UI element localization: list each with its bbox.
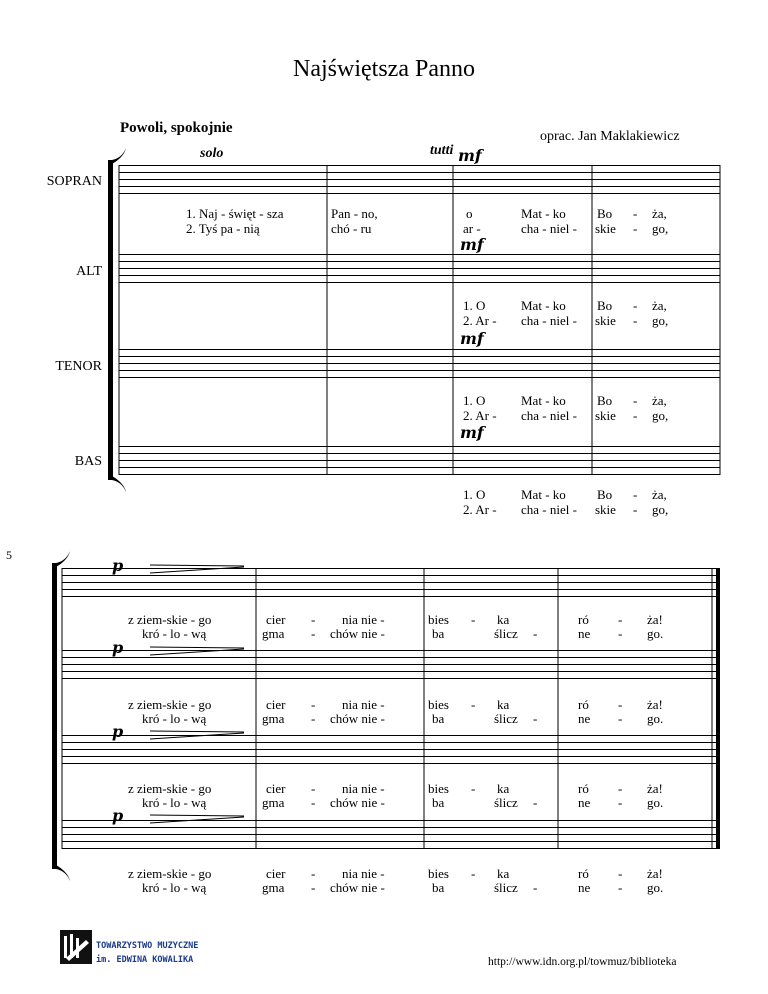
lyric-s2-tenor-v2-10: go. — [647, 795, 664, 810]
publisher-name: TOWARZYSTWO MUZYCZNE — [96, 941, 199, 951]
lyric-s2-alt-v1-8: ró — [578, 697, 589, 712]
lyric-s2-tenor-v2-9: - — [618, 795, 623, 810]
tutti-direction: tutti — [430, 143, 454, 158]
lyric-s2-bas-v2-4: chów nie - — [330, 880, 385, 895]
lyric-bas-v2-2: cha - niel - — [521, 502, 577, 517]
lyric-s1-sop-v1-6: - — [633, 206, 638, 221]
lyric-s2-bas-v1-10: ża! — [647, 866, 663, 881]
lyric-s2-sop-v1-8: ró — [578, 612, 589, 627]
lyric-s2-bas-v2-9: - — [618, 880, 623, 895]
lyric-s2-alt-v2-4: chów nie - — [330, 711, 385, 726]
lyric-s2-bas-v2-3: - — [311, 880, 316, 895]
lyric-s1-sop-v2-6: - — [633, 221, 638, 236]
lyric-bas-v1-1: 1. O — [463, 487, 486, 502]
lyric-s2-alt-v2-7: - — [533, 711, 538, 726]
lyric-s2-alt-v2-3: - — [311, 711, 316, 726]
lyric-s2-bas-v1-7: ka — [497, 866, 510, 881]
lyric-s2-sop-v1-7: ka — [497, 612, 510, 627]
lyric-s2-tenor-v2-7: - — [533, 795, 538, 810]
lyric-tenor-v1-1: 1. O — [463, 393, 486, 408]
dynamic-mf-alt: mf — [460, 235, 484, 254]
lyric-s2-bas-v1-6: - — [471, 866, 476, 881]
lyric-bas-v1-4: - — [633, 487, 638, 502]
lyric-alt-v1-5: ża, — [652, 298, 667, 313]
lyric-s2-alt-v1-4: nia nie - — [342, 697, 385, 712]
lyric-s2-sop-v1-2: cier — [266, 612, 286, 627]
lyric-alt-v1-1: 1. O — [463, 298, 486, 313]
lyric-s2-bas-v1-4: nia nie - — [342, 866, 385, 881]
lyric-s2-bas-v2-5: ba — [432, 880, 445, 895]
lyric-s2-sop-v2-2: gma — [262, 626, 285, 641]
lyric-s2-bas-v1-8: ró — [578, 866, 589, 881]
lyric-s2-alt-v2-2: gma — [262, 711, 285, 726]
lyric-s2-tenor-v1-10: ża! — [647, 781, 663, 796]
lyric-s2-alt-v2-10: go. — [647, 711, 664, 726]
lyric-s2-bas-v2-8: ne — [578, 880, 591, 895]
lyric-s2-tenor-v2-6: ślicz — [494, 795, 518, 810]
lyric-s1-sop-v2-3: ar - — [463, 221, 481, 236]
lyric-bas-v1-5: ża, — [652, 487, 667, 502]
lyric-alt-v2-4: - — [633, 313, 638, 328]
lyric-s2-alt-v1-3: - — [311, 697, 316, 712]
lyric-s2-tenor-v1-8: ró — [578, 781, 589, 796]
lyric-s2-tenor-v1-6: - — [471, 781, 476, 796]
lyric-s1-sop-v2-5: skie — [595, 221, 616, 236]
library-url[interactable]: http://www.idn.org.pl/towmuz/biblioteka — [488, 956, 677, 968]
lyric-s2-tenor-v1-1: z ziem-skie - go — [128, 781, 212, 796]
lyric-tenor-v1-4: - — [633, 393, 638, 408]
lyric-s1-sop-v1-1: 1. Naj - święt - sza — [186, 206, 284, 221]
lyric-s2-sop-v1-9: - — [618, 612, 623, 627]
lyric-s1-sop-v2-7: go, — [652, 221, 669, 236]
lyric-s2-bas-v2-7: - — [533, 880, 538, 895]
voice-label-alt: ALT — [76, 264, 102, 279]
dynamic-mf-sopran: mf — [458, 146, 482, 165]
lyric-s1-sop-v1-2: Pan - no, — [331, 206, 378, 221]
lyric-s2-bas-v2-1: kró - lo - wą — [142, 880, 207, 895]
lyric-s2-sop-v2-7: - — [533, 626, 538, 641]
lyric-s1-sop-v2-2: chó - ru — [331, 221, 372, 236]
measure-number: 5 — [6, 548, 12, 562]
page-title: Najświętsza Panno — [293, 56, 475, 82]
lyric-s2-alt-v1-10: ża! — [647, 697, 663, 712]
lyric-s2-alt-v2-1: kró - lo - wą — [142, 711, 207, 726]
lyric-s1-sop-v1-7: ża, — [652, 206, 667, 221]
lyric-s2-sop-v1-3: - — [311, 612, 316, 627]
lyric-s2-bas-v1-5: bies — [428, 866, 449, 881]
lyric-s2-bas-v1-1: z ziem-skie - go — [128, 866, 212, 881]
voice-label-tenor: TENOR — [55, 359, 102, 374]
lyric-s2-alt-v2-5: ba — [432, 711, 445, 726]
lyric-alt-v1-2: Mat - ko — [521, 298, 566, 313]
lyric-tenor-v2-3: skie — [595, 408, 616, 423]
lyric-tenor-v2-2: cha - niel - — [521, 408, 577, 423]
lyric-s2-sop-v2-1: kró - lo - wą — [142, 626, 207, 641]
lyric-s2-sop-v1-5: bies — [428, 612, 449, 627]
lyric-s2-alt-v2-6: ślicz — [494, 711, 518, 726]
lyric-tenor-v2-4: - — [633, 408, 638, 423]
lyric-alt-v1-4: - — [633, 298, 638, 313]
lyric-s1-sop-v2-4: cha - niel - — [521, 221, 577, 236]
lyric-s2-tenor-v2-3: - — [311, 795, 316, 810]
lyric-s1-sop-v2-1: 2. Tyś pa - nią — [186, 221, 260, 236]
lyric-s2-alt-v2-9: - — [618, 711, 623, 726]
lyric-s2-sop-v2-6: ślicz — [494, 626, 518, 641]
lyric-s2-sop-v2-4: chów nie - — [330, 626, 385, 641]
lyric-s1-sop-v1-4: Mat - ko — [521, 206, 566, 221]
lyric-s2-tenor-v1-7: ka — [497, 781, 510, 796]
lyric-alt-v2-5: go, — [652, 313, 669, 328]
dynamic-p-alt: p — [112, 638, 124, 657]
lyric-s2-tenor-v1-3: - — [311, 781, 316, 796]
lyric-s1-sop-v1-5: Bo — [597, 206, 613, 221]
lyric-s2-tenor-v1-5: bies — [428, 781, 449, 796]
lyric-s2-tenor-v1-4: nia nie - — [342, 781, 385, 796]
lyric-s2-sop-v2-9: - — [618, 626, 623, 641]
lyric-alt-v2-2: cha - niel - — [521, 313, 577, 328]
lyric-bas-v1-3: Bo — [597, 487, 613, 502]
publisher-subname: im. EDWINA KOWALIKA — [96, 955, 194, 965]
lyric-s2-sop-v2-8: ne — [578, 626, 591, 641]
lyric-alt-v1-3: Bo — [597, 298, 613, 313]
lyric-s2-alt-v1-2: cier — [266, 697, 286, 712]
voice-label-sopran: SOPRAN — [46, 174, 102, 189]
lyric-s2-alt-v2-8: ne — [578, 711, 591, 726]
lyric-s2-bas-v2-6: ślicz — [494, 880, 518, 895]
lyric-s2-alt-v1-9: - — [618, 697, 623, 712]
publisher-logo-icon — [60, 930, 92, 964]
lyric-s2-alt-v1-5: bies — [428, 697, 449, 712]
lyric-tenor-v2-5: go, — [652, 408, 669, 423]
dynamic-mf-tenor: mf — [460, 329, 484, 348]
dynamic-mf-bas: mf — [460, 423, 484, 442]
lyric-s2-tenor-v2-8: ne — [578, 795, 591, 810]
dynamic-p-bas: p — [112, 806, 124, 825]
lyric-tenor-v1-5: ża, — [652, 393, 667, 408]
lyric-s2-bas-v2-10: go. — [647, 880, 664, 895]
lyric-alt-v2-3: skie — [595, 313, 616, 328]
lyric-s2-tenor-v2-2: gma — [262, 795, 285, 810]
lyric-s2-alt-v1-1: z ziem-skie - go — [128, 697, 212, 712]
lyric-s2-sop-v1-10: ża! — [647, 612, 663, 627]
lyric-bas-v2-3: skie — [595, 502, 616, 517]
voice-label-bas: BAS — [74, 454, 102, 469]
lyric-tenor-v1-3: Bo — [597, 393, 613, 408]
lyric-bas-v1-2: Mat - ko — [521, 487, 566, 502]
tempo-marking: Powoli, spokojnie — [120, 120, 233, 136]
lyric-s2-sop-v1-1: z ziem-skie - go — [128, 612, 212, 627]
lyric-tenor-v2-1: 2. Ar - — [463, 408, 497, 423]
lyric-s2-tenor-v2-1: kró - lo - wą — [142, 795, 207, 810]
lyric-s2-tenor-v2-4: chów nie - — [330, 795, 385, 810]
lyric-s2-alt-v1-6: - — [471, 697, 476, 712]
lyric-tenor-v1-2: Mat - ko — [521, 393, 566, 408]
lyric-s2-tenor-v1-2: cier — [266, 781, 286, 796]
lyric-bas-v2-5: go, — [652, 502, 669, 517]
lyric-s1-sop-v1-3: o — [466, 206, 473, 221]
lyric-s2-sop-v2-3: - — [311, 626, 316, 641]
lyric-bas-v2-4: - — [633, 502, 638, 517]
lyric-bas-v2-1: 2. Ar - — [463, 502, 497, 517]
lyric-s2-alt-v1-7: ka — [497, 697, 510, 712]
arranger-credit: oprac. Jan Maklakiewicz — [540, 129, 680, 144]
lyric-s2-bas-v1-2: cier — [266, 866, 286, 881]
dynamic-p-sopran: p — [112, 556, 124, 575]
lyric-s2-bas-v1-9: - — [618, 866, 623, 881]
lyric-s2-sop-v1-4: nia nie - — [342, 612, 385, 627]
lyric-alt-v2-1: 2. Ar - — [463, 313, 497, 328]
dynamic-p-tenor: p — [112, 722, 124, 741]
lyric-s2-sop-v1-6: - — [471, 612, 476, 627]
lyric-s2-bas-v1-3: - — [311, 866, 316, 881]
solo-direction: solo — [200, 146, 224, 161]
lyric-s2-tenor-v1-9: - — [618, 781, 623, 796]
lyric-s2-tenor-v2-5: ba — [432, 795, 445, 810]
lyric-s2-bas-v2-2: gma — [262, 880, 285, 895]
lyric-s2-sop-v2-5: ba — [432, 626, 445, 641]
lyric-s2-sop-v2-10: go. — [647, 626, 664, 641]
